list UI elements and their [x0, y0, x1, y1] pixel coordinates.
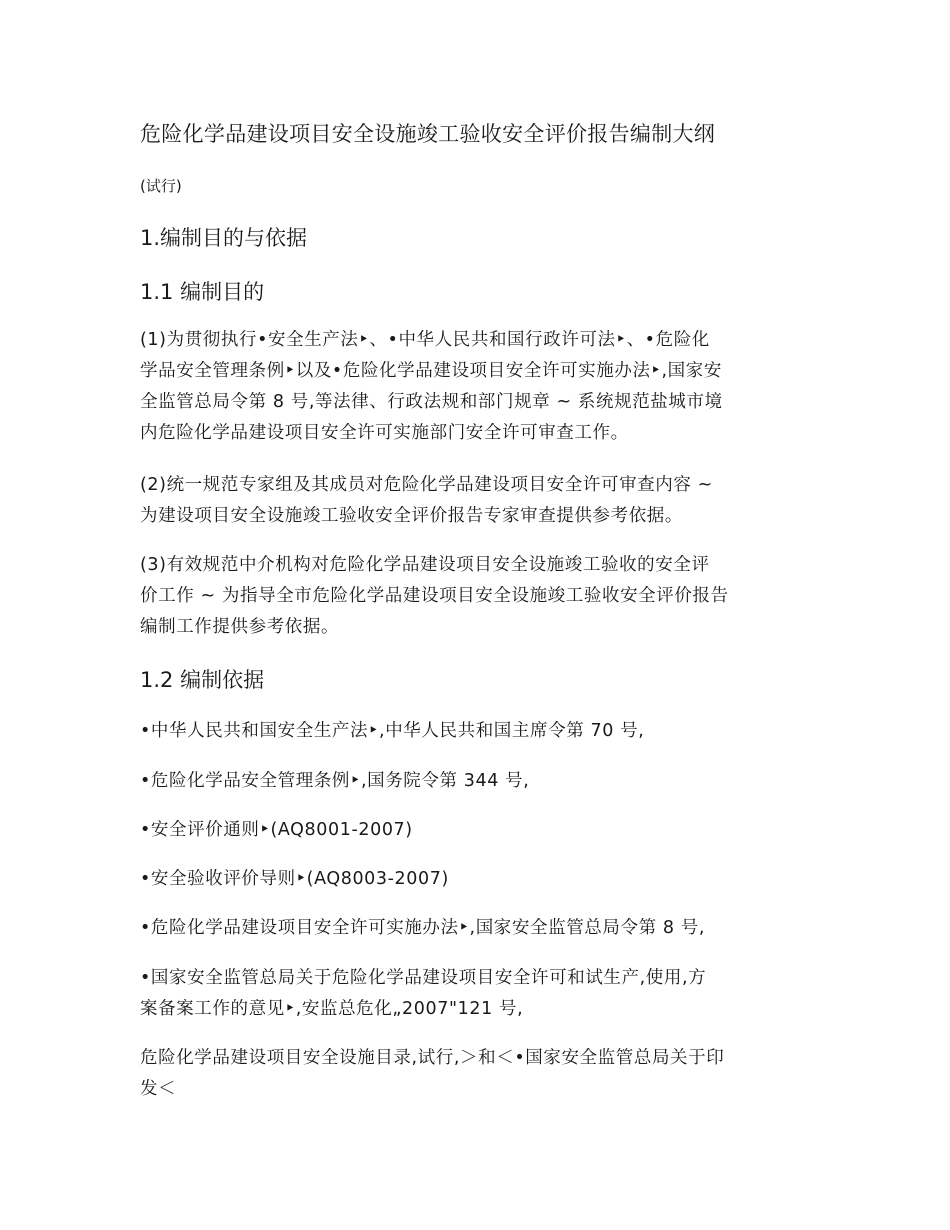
- basis-item: [140, 766, 529, 797]
- paragraph-line: 编制工作提供参考依据。: [140, 617, 340, 637]
- section-heading-1-2: 1.2 编制依据: [140, 668, 265, 692]
- basis-line: •安全验收评价导则‣(AQ8003-2007): [140, 869, 449, 889]
- basis-line: •安全评价通则‣(AQ8001-2007): [140, 820, 413, 840]
- paragraph-line: 学品安全管理条例‣以及•危险化学品建设项目安全许可实施办法‣,国家安: [140, 361, 722, 381]
- paragraph-line: (3)有效规范中介机构对危险化学品建设项目安全设施竣工验收的安全评: [140, 555, 710, 575]
- basis-line: •危险化学品安全管理条例‣,国务院令第 344 号,: [140, 771, 530, 791]
- basis-item: [140, 1043, 724, 1105]
- purpose-paragraph-2: [140, 470, 713, 532]
- paragraph-line: 价工作 ~ 为指导全市危险化学品建设项目安全设施竣工验收安全评价报告: [140, 586, 729, 606]
- paragraph-line: 全监管总局令第 8 号,等法律、行政法规和部门规章 ~ 系统规范盐城市境: [140, 392, 723, 412]
- basis-item: [140, 716, 644, 747]
- paragraph-line: 为建设项目安全设施竣工验收安全评价报告专家审查提供参考依据。: [140, 506, 683, 526]
- paragraph-line: 内危险化学品建设项目安全许可实施部门安全许可审查工作。: [140, 423, 629, 443]
- basis-line: •中华人民共和国安全生产法‣,中华人民共和国主席令第 70 号,: [140, 721, 645, 741]
- basis-item: [140, 815, 413, 846]
- paragraph-line: (1)为贯彻执行•安全生产法‣、•中华人民共和国行政许可法‣、•危险化: [140, 330, 710, 350]
- basis-line: 案备案工作的意见‣,安监总危化„2007"121 号,: [140, 999, 524, 1019]
- section-heading-1: 1.编制目的与依据: [140, 226, 308, 250]
- basis-line: •危险化学品建设项目安全许可实施办法‣,国家安全监管总局令第 8 号,: [140, 918, 706, 938]
- purpose-paragraph-1: [140, 325, 723, 449]
- basis-line: 发＜: [140, 1079, 177, 1099]
- basis-item: [140, 864, 449, 895]
- basis-line: •国家安全监管总局关于危险化学品建设项目安全许可和试生产,使用,方: [140, 968, 707, 988]
- section-heading-1-1: 1.1 编制目的: [140, 280, 265, 304]
- basis-line: 危险化学品建设项目安全设施目录,试行,＞和＜•国家安全监管总局关于印: [140, 1048, 725, 1068]
- purpose-paragraph-3: [140, 550, 729, 643]
- document-subtitle: (试行): [140, 177, 182, 195]
- document-title: 危险化学品建设项目安全设施竣工验收安全评价报告编制大纲: [140, 122, 716, 146]
- paragraph-line: (2)统一规范专家组及其成员对危险化学品建设项目安全许可审查内容 ~: [140, 475, 713, 495]
- basis-item: [140, 913, 705, 944]
- basis-item: [140, 963, 706, 1025]
